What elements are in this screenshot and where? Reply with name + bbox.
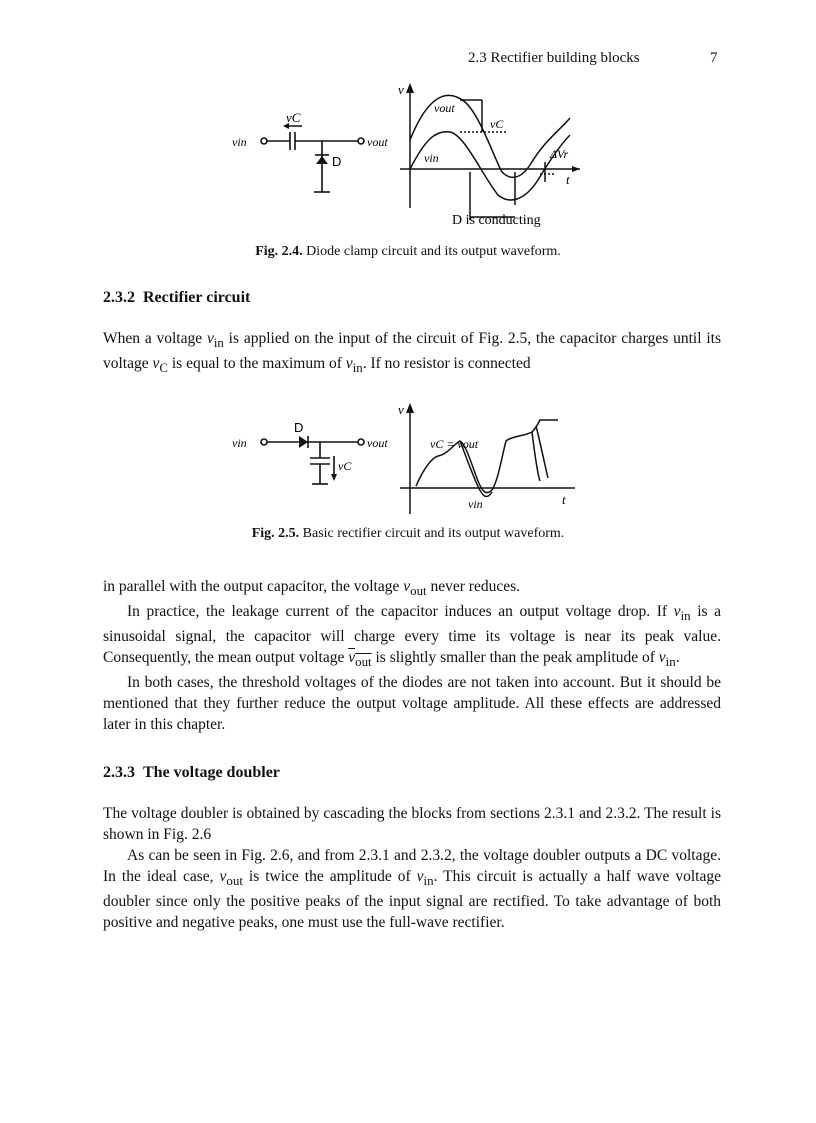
text-run: is applied on the input of the circuit of Fig. 2.5, the capacitor charges until its voltage xyxy=(103,330,721,373)
text-run: . If no resistor is connected xyxy=(362,355,531,373)
text-run: is slightly smaller than the peak amplitude of xyxy=(371,649,659,667)
paragraph-rectifier-intro xyxy=(103,328,721,378)
caption-text: Diode clamp circuit and its output waveform. xyxy=(302,244,561,259)
math-v: v xyxy=(416,868,424,885)
math-v: v xyxy=(219,868,227,885)
vin-label: vin xyxy=(232,436,247,450)
page-header xyxy=(0,50,816,70)
vc-label: vC xyxy=(286,110,301,125)
text-run: . This circuit is actually a half wave voltage doubler since only the positive peaks of the input signal are rectified. To take advantage of both positive and negative peaks, one must use the full-wave rectifier. xyxy=(103,868,721,932)
v-axis-label: v xyxy=(398,402,404,417)
figure-2-5 xyxy=(220,396,580,516)
text-run: . xyxy=(675,649,680,667)
clamp-circuit xyxy=(261,126,364,192)
section-number: 2.3.2 xyxy=(103,289,135,306)
running-section-title: 2.3 Rectifier building blocks xyxy=(468,50,640,66)
text-run: is a sinusoidal signal, the capacitor will charge every time its voltage is near its peak value. Consequently, the mean output voltage xyxy=(103,603,722,667)
text-run: is twice the amplitude of xyxy=(242,868,417,885)
section-title: Rectifier circuit xyxy=(143,289,251,306)
paragraph-threshold-note: In both cases, the threshold voltages of the diodes are not taken into account. But it should be mentioned that they further reduce the output voltage amplitude. All these effects are addressed later in this chapter. xyxy=(103,674,721,734)
math-v: v xyxy=(206,330,214,347)
section-heading-2-3-3 xyxy=(103,764,280,782)
figure-2-4-caption xyxy=(0,244,816,260)
math-v: v xyxy=(348,649,356,667)
text-run: never reduces. xyxy=(426,578,521,595)
diode-symbol xyxy=(316,156,328,164)
vin-label: vin xyxy=(232,135,247,149)
text-run: is equal to the maximum of xyxy=(168,355,346,373)
d-conducting-label: D is conducting xyxy=(452,213,541,228)
delta-vr-label: ΔVr xyxy=(550,147,569,161)
vout-wave-label: vout xyxy=(434,101,455,115)
text-run: In practice, the leakage current of the capacitor induces an output voltage drop. If xyxy=(127,603,674,621)
vin-wave-label: vin xyxy=(424,151,439,165)
math-sub: out xyxy=(226,873,243,889)
figure-2-5-caption xyxy=(0,526,816,542)
math-v: v xyxy=(403,578,411,595)
text-run: in parallel with the output capacitor, the voltage xyxy=(103,578,404,595)
text-run: When a voltage xyxy=(103,330,207,347)
math-v: v xyxy=(658,649,666,667)
math-v: v xyxy=(152,355,160,373)
vc-wave-label: vC xyxy=(490,117,504,131)
text-run: As can be seen in Fig. 2.6, and from 2.3.1 and 2.3.2, the voltage doubler outputs a DC voltage. In the ideal case, xyxy=(103,847,721,885)
math-sub: out xyxy=(355,654,372,670)
diode-label: D xyxy=(332,154,342,169)
diode-label: D xyxy=(294,420,304,435)
vout-label: vout xyxy=(367,436,388,450)
diode-symbol xyxy=(299,436,308,448)
math-sub: in xyxy=(213,335,224,351)
t-axis-label: t xyxy=(566,172,570,187)
vin-wave-label: vin xyxy=(468,497,483,511)
math-sub: out xyxy=(410,583,427,599)
math-v: v xyxy=(673,603,681,621)
paragraph-voltage-doubler xyxy=(103,803,721,933)
vc-label: vC xyxy=(338,459,352,473)
section-title: The voltage doubler xyxy=(143,764,280,781)
caption-label: Fig. 2.5. xyxy=(251,526,300,541)
math-sub: in xyxy=(665,654,676,670)
math-sub: in xyxy=(680,608,691,624)
paragraph-rectifier-details xyxy=(103,576,721,735)
caption-label: Fig. 2.4. xyxy=(255,244,303,259)
figure-2-4 xyxy=(220,80,600,230)
vout-label: vout xyxy=(367,135,388,149)
vc-equals-vout-label: vC = vout xyxy=(430,437,479,451)
t-axis-label: t xyxy=(562,492,566,507)
math-sub: C xyxy=(159,360,168,376)
caption-text: Basic rectifier circuit and its output waveform. xyxy=(299,526,565,541)
math-sub: in xyxy=(423,873,434,889)
section-heading-2-3-2 xyxy=(103,289,250,307)
page-number: 7 xyxy=(710,50,718,66)
section-number: 2.3.3 xyxy=(103,764,135,781)
paragraph-doubler-intro: The voltage doubler is obtained by cascading the blocks from sections 2.3.1 and 2.3.2. The result is shown in Fig. 2.6 xyxy=(103,805,721,843)
math-v: v xyxy=(345,355,353,373)
rectifier-waveform xyxy=(400,410,575,514)
v-axis-label: v xyxy=(398,82,404,97)
math-sub: in xyxy=(352,360,363,376)
